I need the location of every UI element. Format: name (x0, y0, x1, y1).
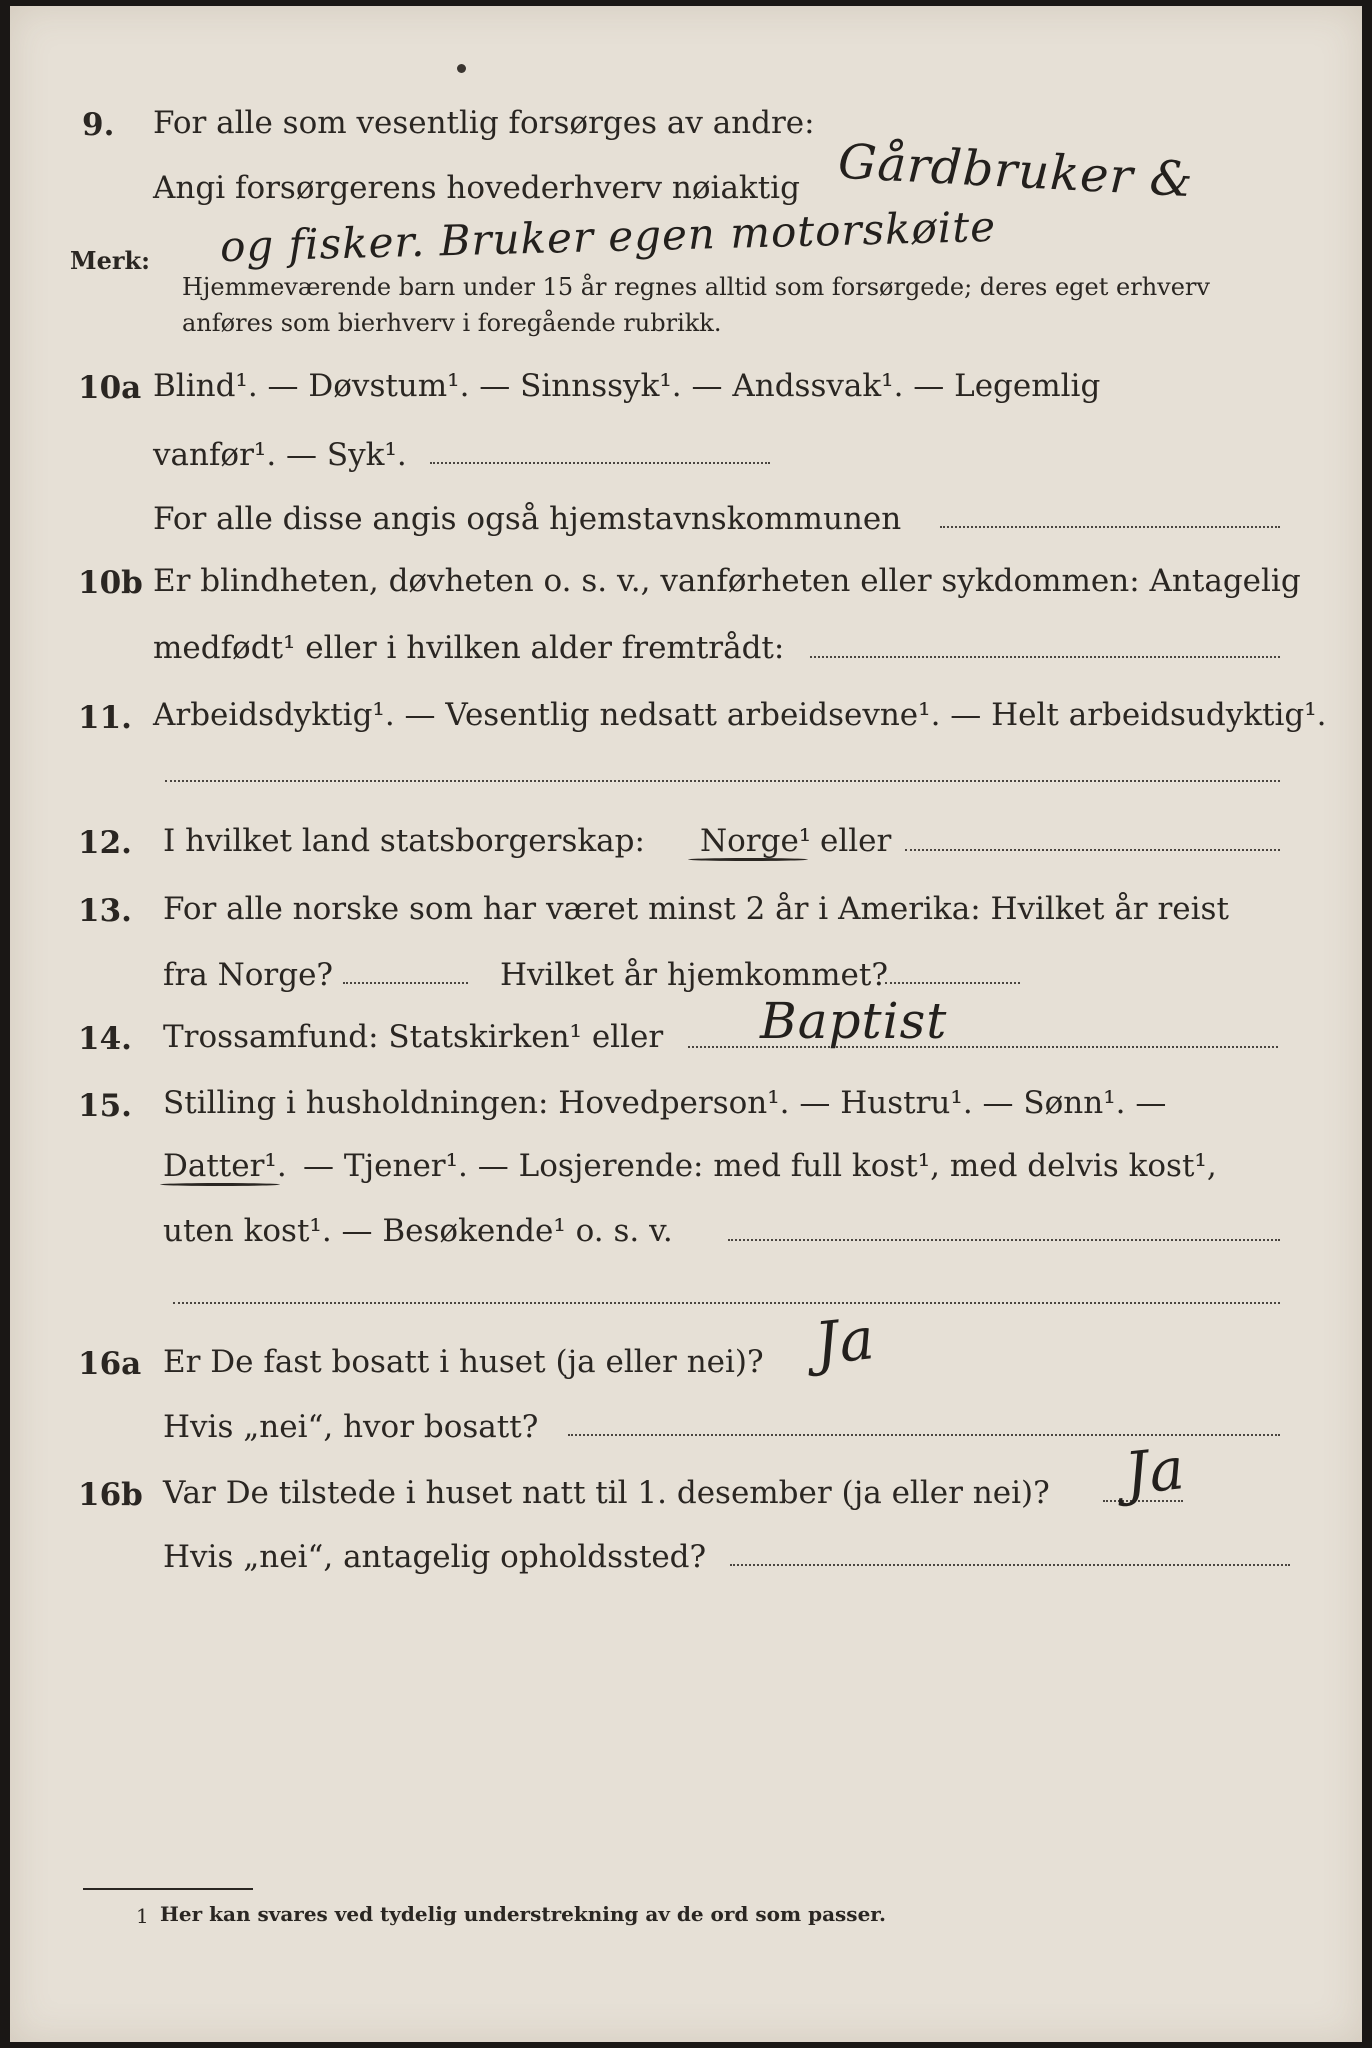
q12-answer-line (905, 849, 1280, 851)
q12-number: 12. (78, 825, 132, 861)
q10b-answer-line (810, 656, 1280, 658)
q10b-line1: Er blindheten, døvheten o. s. v., vanførheten eller sykdommen: Antagelig (153, 563, 1301, 599)
q13-reist-line (343, 982, 468, 984)
q12-rest: eller (820, 823, 892, 859)
q15-line3: uten kost¹. — Besøkende¹ o. s. v. (163, 1213, 673, 1249)
q13-line2a: fra Norge? (163, 957, 334, 993)
q16a-line1: Er De fast bosatt i huset (ja eller nei)? (163, 1344, 764, 1380)
q16b-line1: Var De tilstede i huset natt til 1. desember (ja eller nei)? (163, 1475, 1050, 1511)
q9-line2: Angi forsørgerens hovederhverv nøiaktig (153, 170, 800, 206)
merk-line2: anføres som bierhverv i foregående rubrikk. (182, 309, 722, 337)
q10a-line3: For alle disse angis også hjemstavnskommunen (153, 501, 902, 537)
q15-datter-underline (160, 1183, 280, 1186)
pencil-mark (457, 64, 466, 73)
q11-answer-line (165, 780, 1280, 782)
q14-text: Trossamfund: Statskirken¹ eller (163, 1019, 664, 1055)
q10b-number: 10b (78, 565, 143, 601)
q15-option-datter: Datter¹. (163, 1148, 287, 1184)
q9-number: 9. (82, 107, 115, 143)
q16b-line2: Hvis „nei“, antagelig opholdssted? (163, 1539, 707, 1575)
footnote-rule (83, 1888, 253, 1890)
q13-line2b: Hvilket år hjemkommet? (500, 957, 888, 993)
q10a-line2: vanfør¹. — Syk¹. (153, 437, 407, 473)
q15-line2b: — Tjener¹. — Losjerende: med full kost¹, med delvis kost¹, (303, 1148, 1217, 1184)
q12-norge-underline (688, 858, 808, 861)
q11-number: 11. (78, 700, 132, 736)
q10a-answer-line (430, 462, 770, 464)
q16a-handwritten-answer: Ja (811, 1304, 879, 1378)
q14-number: 14. (78, 1021, 132, 1057)
q14-handwritten-answer: Baptist (760, 992, 948, 1050)
q9-line1: For alle som vesentlig forsørges av andre: (153, 105, 815, 141)
q9-handwritten-answer-1: Gårdbruker & (836, 133, 1195, 209)
q12-text: I hvilket land statsborgerskap: (163, 823, 645, 859)
q12-option-norge: Norge¹ (700, 823, 812, 859)
q16b-number: 16b (78, 1477, 143, 1513)
merk-label: Merk: (70, 246, 150, 275)
q16b-handwritten-answer: Ja (1121, 1434, 1189, 1508)
q10b-line2: medfødt¹ eller i hvilken alder fremtrådt: (153, 630, 785, 666)
q10a-line1: Blind¹. — Døvstum¹. — Sinnssyk¹. — Andssvak¹. — Legemlig (153, 368, 1101, 404)
q10a-number: 10a (78, 370, 142, 406)
q16a-number: 16a (78, 1346, 142, 1382)
q9-handwritten-answer-2: og fisker. Bruker egen motorskøite (219, 201, 997, 272)
merk-line1: Hjemmeværende barn under 15 år regnes alltid som forsørgede; deres eget erhverv (182, 273, 1210, 301)
q13-line1: For alle norske som har været minst 2 år i Amerika: Hvilket år reist (163, 891, 1229, 927)
q15-answer-line-2 (173, 1302, 1280, 1304)
q15-line1: Stilling i husholdningen: Hovedperson¹. — Hustru¹. — Sønn¹. — (163, 1085, 1167, 1121)
census-form-page (10, 6, 1362, 2042)
footnote-text: Her kan svares ved tydelig understrekning av de ord som passer. (160, 1902, 886, 1926)
q16a-line2: Hvis „nei“, hvor bosatt? (163, 1409, 539, 1445)
q10a-hjemstavn-line (940, 526, 1280, 528)
footnote-mark: 1 (136, 1904, 149, 1928)
q15-answer-line (728, 1239, 1280, 1241)
q15-number: 15. (78, 1088, 132, 1124)
q13-number: 13. (78, 893, 132, 929)
q11-line1: Arbeidsdyktig¹. — Vesentlig nedsatt arbeidsevne¹. — Helt arbeidsudyktig¹. (153, 697, 1327, 733)
q16b-opholdssted-line (730, 1564, 1290, 1566)
q13-hjemkommet-line (885, 982, 1020, 984)
